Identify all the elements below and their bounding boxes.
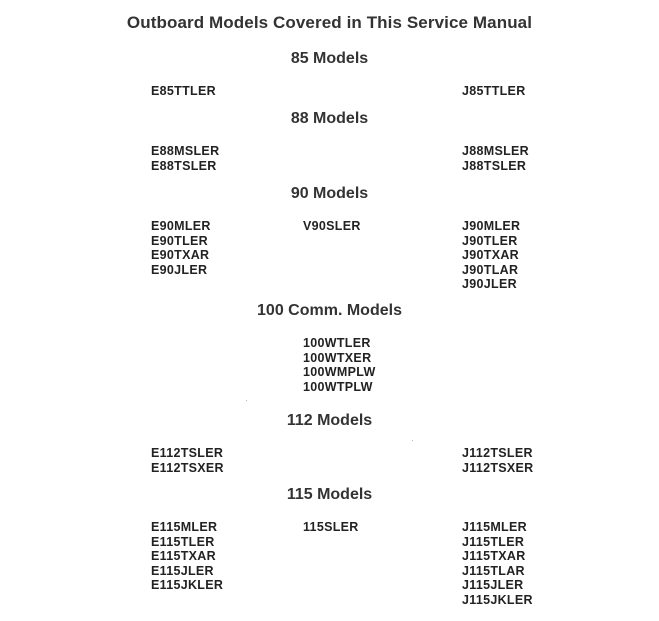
model-item: J90JLER bbox=[462, 277, 517, 292]
model-item: J115TLAR bbox=[462, 563, 525, 578]
models-112-left bbox=[151, 446, 224, 475]
model-item: J88MSLER bbox=[462, 144, 530, 158]
model-item: 100WTLER bbox=[303, 336, 371, 350]
model-item: J115JKLER bbox=[462, 592, 533, 607]
model-item: J112TSXER bbox=[462, 460, 534, 475]
models-115-middle bbox=[303, 520, 359, 535]
model-item: 115SLER bbox=[303, 520, 359, 534]
models-115-right bbox=[462, 520, 533, 608]
model-item: J112TSLER bbox=[462, 446, 533, 460]
model-item: E115TXAR bbox=[151, 549, 216, 564]
models-90-left bbox=[151, 219, 211, 277]
model-item: E90JLER bbox=[151, 262, 208, 277]
models-85-right bbox=[462, 84, 526, 99]
section-heading-112: 112 Models bbox=[286, 412, 373, 429]
model-item: J115TLER bbox=[462, 534, 525, 549]
model-item: J88TSLER bbox=[462, 158, 527, 173]
scan-speck bbox=[412, 440, 413, 441]
model-item: V90SLER bbox=[303, 219, 361, 233]
model-item: E112TSXER bbox=[151, 460, 224, 475]
scan-speck bbox=[246, 400, 247, 401]
model-item: 100WTXER bbox=[303, 350, 372, 365]
model-item: E90MLER bbox=[151, 219, 211, 233]
model-item: E115JKLER bbox=[151, 578, 224, 593]
page-title: Outboard Models Covered in This Service Manual bbox=[126, 13, 533, 32]
model-item: E88MSLER bbox=[151, 144, 220, 158]
model-item: E88TSLER bbox=[151, 158, 217, 173]
model-item: E85TTLER bbox=[151, 84, 216, 98]
section-heading-85: 85 Models bbox=[290, 50, 369, 67]
model-item: J90TXAR bbox=[462, 248, 519, 263]
model-item: J90TLAR bbox=[462, 262, 519, 277]
models-90-right bbox=[462, 219, 520, 292]
models-88-left bbox=[151, 144, 219, 173]
models-112-right bbox=[462, 446, 534, 475]
model-item: E90TXAR bbox=[151, 248, 210, 263]
section-heading-115: 115 Models bbox=[286, 486, 373, 503]
models-115-left bbox=[151, 520, 223, 593]
section-heading-100-comm: 100 Comm. Models bbox=[257, 302, 402, 319]
models-100-middle bbox=[303, 336, 376, 394]
model-item: 100WTPLW bbox=[303, 379, 373, 394]
model-item: J115JLER bbox=[462, 578, 524, 593]
model-item: E115JLER bbox=[151, 563, 214, 578]
model-item: J115TXAR bbox=[462, 549, 526, 564]
model-item: J90MLER bbox=[462, 219, 521, 233]
models-85-left bbox=[151, 84, 216, 99]
section-heading-90: 90 Models bbox=[290, 185, 369, 202]
model-item: E90TLER bbox=[151, 233, 208, 248]
models-90-middle bbox=[303, 219, 361, 234]
model-item: J115MLER bbox=[462, 520, 527, 534]
model-item: E112TSLER bbox=[151, 446, 224, 460]
model-item: J85TTLER bbox=[462, 84, 526, 98]
model-item: 100WMPLW bbox=[303, 365, 376, 380]
section-heading-88: 88 Models bbox=[290, 110, 369, 127]
model-item: E115TLER bbox=[151, 534, 215, 549]
model-item: E115MLER bbox=[151, 520, 218, 534]
models-88-right bbox=[462, 144, 529, 173]
model-item: J90TLER bbox=[462, 233, 518, 248]
